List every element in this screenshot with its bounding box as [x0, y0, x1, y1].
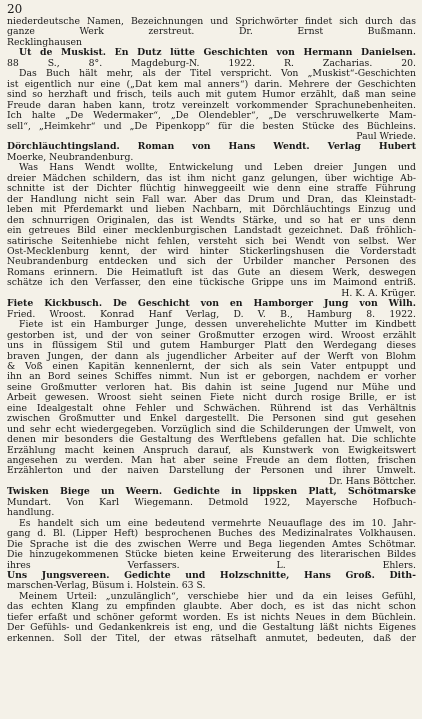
text-line: Mundart. Von Karl Wiegemann. Detmold 1922, Mayersche Hofbuch- [7, 497, 416, 508]
text-line: tiefer erfaßt und schöner geformt worden. Es ist nichts Neues in dem Büchlein. [7, 612, 416, 623]
text-line: Freude daran haben kann, trotz vereinzelt vorkommender Sprachunebenheiten. [7, 100, 416, 111]
text-line: Die Sprache ist die des zwischen Werre und Bega liegenden Amtes Schötmar. [7, 539, 416, 550]
text-line: Ich halte „De Wedermaker“, „De Olendebler“, „De verschruwelkerte Mam- [7, 111, 416, 122]
text-line: Fried. Wroost. Konrad Hanf Verlag, D. V. B., Hamburg 8. 1922. [7, 309, 416, 320]
text-line: marschen-Verlag, Büsum i. Holstein. 63 S. [7, 581, 206, 592]
text-line: Dörchläuchtingsland. Roman von Hans Wendt. Verlag Hubert [7, 142, 416, 153]
text-line: Ut de Muskist. En Dutz lütte Geschichten von Hermann Danielsen. [19, 48, 416, 59]
text-line: Paul Wriede. [356, 131, 416, 142]
text-line: 88 S., 8°. Magdeburg-N. 1922. R. Zacharias. 20. [7, 58, 416, 69]
text-line: und sehr echt wiedergegeben. Vorzüglich sind die Schilderungen der Umwelt, von [7, 424, 416, 435]
text-line: H. K. A. Krüger. [341, 288, 416, 299]
text-line: Fiete Kickbusch. De Geschicht von en Hamborger Jung von Wilh. [7, 299, 416, 310]
text-line: sind so herzhaft und frisch, teils auch mit gutem Humor erzählt, daß man seine [7, 90, 416, 101]
text-line: Meinem Urteil: „unzulänglich“, verschiebe hier und da ein leises Gefühl, [19, 591, 416, 602]
text-line: gestorben ist, und der von seiner Großmutter erzogen wird. Wroost erzählt [7, 330, 416, 341]
text-line: ist eigentlich nur eine („Dat kem mal anners“) darin. Mehrere der Geschichten [7, 79, 416, 90]
text-line: & Voß einen Kapitän kennenlernt, der sich als sein Vater entpuppt und [7, 361, 416, 372]
text-line: Es handelt sich um eine bedeutend vermehrte Neuauflage des im 10. Jahr- [19, 518, 416, 529]
text-line: ihres Verfassers. L. Ehlers. [7, 560, 416, 571]
text-line: Erzählung macht keinen Anspruch darauf, als Kunstwerk von Ewigkeitswert [7, 445, 416, 456]
text-line: Recklinghausen [7, 37, 83, 48]
text-line: das echten Klang zu empfinden glaubte. Aber doch, es ist das nicht schon [7, 602, 416, 613]
text-line: erkennen. Soll der Titel, der etwas rätselhaft anmutet, bedeuten, daß der [7, 633, 416, 644]
text-line: Was Hans Wendt wollte, Entwickelung und Leben dreier Jungen und [19, 163, 416, 174]
text-line: Erzählerton und der naiven Darstellung der Personen und ihrer Umwelt. [7, 466, 416, 477]
text-line: seine Großmutter verloren hat. Bis dahin ist seine Jugend nur Mühe und [7, 382, 416, 393]
text-line: denen mir besonders die Gestaltung des Werftlebens gefallen hat. Die schlichte [7, 435, 416, 446]
text-line: Uns Jungsvereen. Gedichte und Holzschnitte, Hans Groß. Dith- [7, 571, 416, 582]
text-line: uns in flüssigem Stil und gutem Hamburger Platt den Werdegang dieses [7, 341, 416, 352]
text-line: ein getreues Bild einer mecklenburgischen Landstadt gezeichnet. Daß fröhlich- [7, 226, 416, 237]
text-line: Moerke, Neubrandenburg. [7, 152, 134, 163]
text-line: schätze ich den Verfasser, den eine tückische Grippe uns im Maimond entriß. [7, 278, 416, 289]
text-line: Fiete ist ein Hamburger Junge, dessen unverehelichte Mutter im Kindbett [19, 320, 416, 331]
text-line: schnitte ist der Dichter flüchtig hinweggeeilt wie denn eine straffe Führung [7, 184, 416, 195]
text-line: leben mit Pferdemarkt und lieben Nachbarn, mit Dörchläuchtings Einzug und [7, 205, 416, 216]
text-line: gang d. Bl. (Lipper Heft) besprochenen Buches des Medizinalrates Volkhausen. [7, 529, 416, 540]
text-line: den schnurrigen Originalen, das ist Wendts Stärke, und so hat er uns denn [7, 215, 416, 226]
text-line: Romans erinnern. Die Heimatluft ist das Gute an diesem Werk, deswegen [7, 267, 416, 278]
text-line: satirische Seitenhiebe nicht fehlen, versteht sich bei Wendt von selbst. Wer [7, 236, 416, 247]
text-line: Der Gefühls- und Gedankenkreis ist eng, und die Gestaltung läßt nichts Eigenes [7, 623, 416, 634]
text-line: Arbeit gewesen. Wroost sieht seinen Fiete nicht durch rosige Brille, er ist [7, 393, 416, 404]
text-line: Ost-Mecklenburg kennt, der wird hinter Stickerlingshusen die Vorderstadt [7, 246, 416, 257]
text-line: dreier Mädchen schildern, das ist ihm nicht ganz gelungen, über wichtige Ab- [7, 173, 416, 184]
text-line: ihn an Bord seines Schiffes nimmt. Nun ist er geborgen, nachdem er vorher [7, 372, 416, 383]
text-line: Twisken Biege un Weern. Gedichte in lippsken Platt, Schötmarske [7, 487, 416, 498]
text-line: Neubrandenburg entdecken und sich der Urbilder mancher Personen des [7, 257, 416, 268]
page-number: 20 [7, 2, 23, 16]
text-line: zwischen Großmutter und Enkel dargestellt. Die Personen sind gut gesehen [7, 414, 416, 425]
text-line: Die hinzugekommenen Stücke bieten keine Erweiterung des literarischen Bildes [7, 550, 416, 561]
text-line: angesehen zu werden. Man hat aber seine Freude an dem flotten, frischen [7, 456, 416, 467]
text-line: Dr. Hans Böttcher. [328, 476, 416, 487]
text-line: handlung. [7, 508, 55, 519]
text-line: der Handlung nicht sein Fall war. Aber das Drum und Dran, das Kleinstadt- [7, 194, 416, 205]
text-line: Das Buch hält mehr, als der Titel verspricht. Von „Muskist“-Geschichten [19, 69, 416, 80]
review-text-column [7, 17, 416, 644]
text-line: sell“, „Heimkehr“ und „De Pipenkopp“ für die besten Stücke des Büchleins. [7, 121, 416, 132]
text-line: braven Jungen, der dann als jugendlicher Arbeiter auf der Werft von Blohm [7, 351, 416, 362]
text-line: eine Idealgestalt ohne Fehler und Schwächen. Rührend ist das Verhältnis [7, 403, 416, 414]
text-line: ganze Werk zerstreut. Dr. Ernst Bußmann. [7, 27, 416, 38]
text-line: niederdeutsche Namen, Bezeichnungen und Sprichwörter findet sich durch das [7, 17, 416, 27]
